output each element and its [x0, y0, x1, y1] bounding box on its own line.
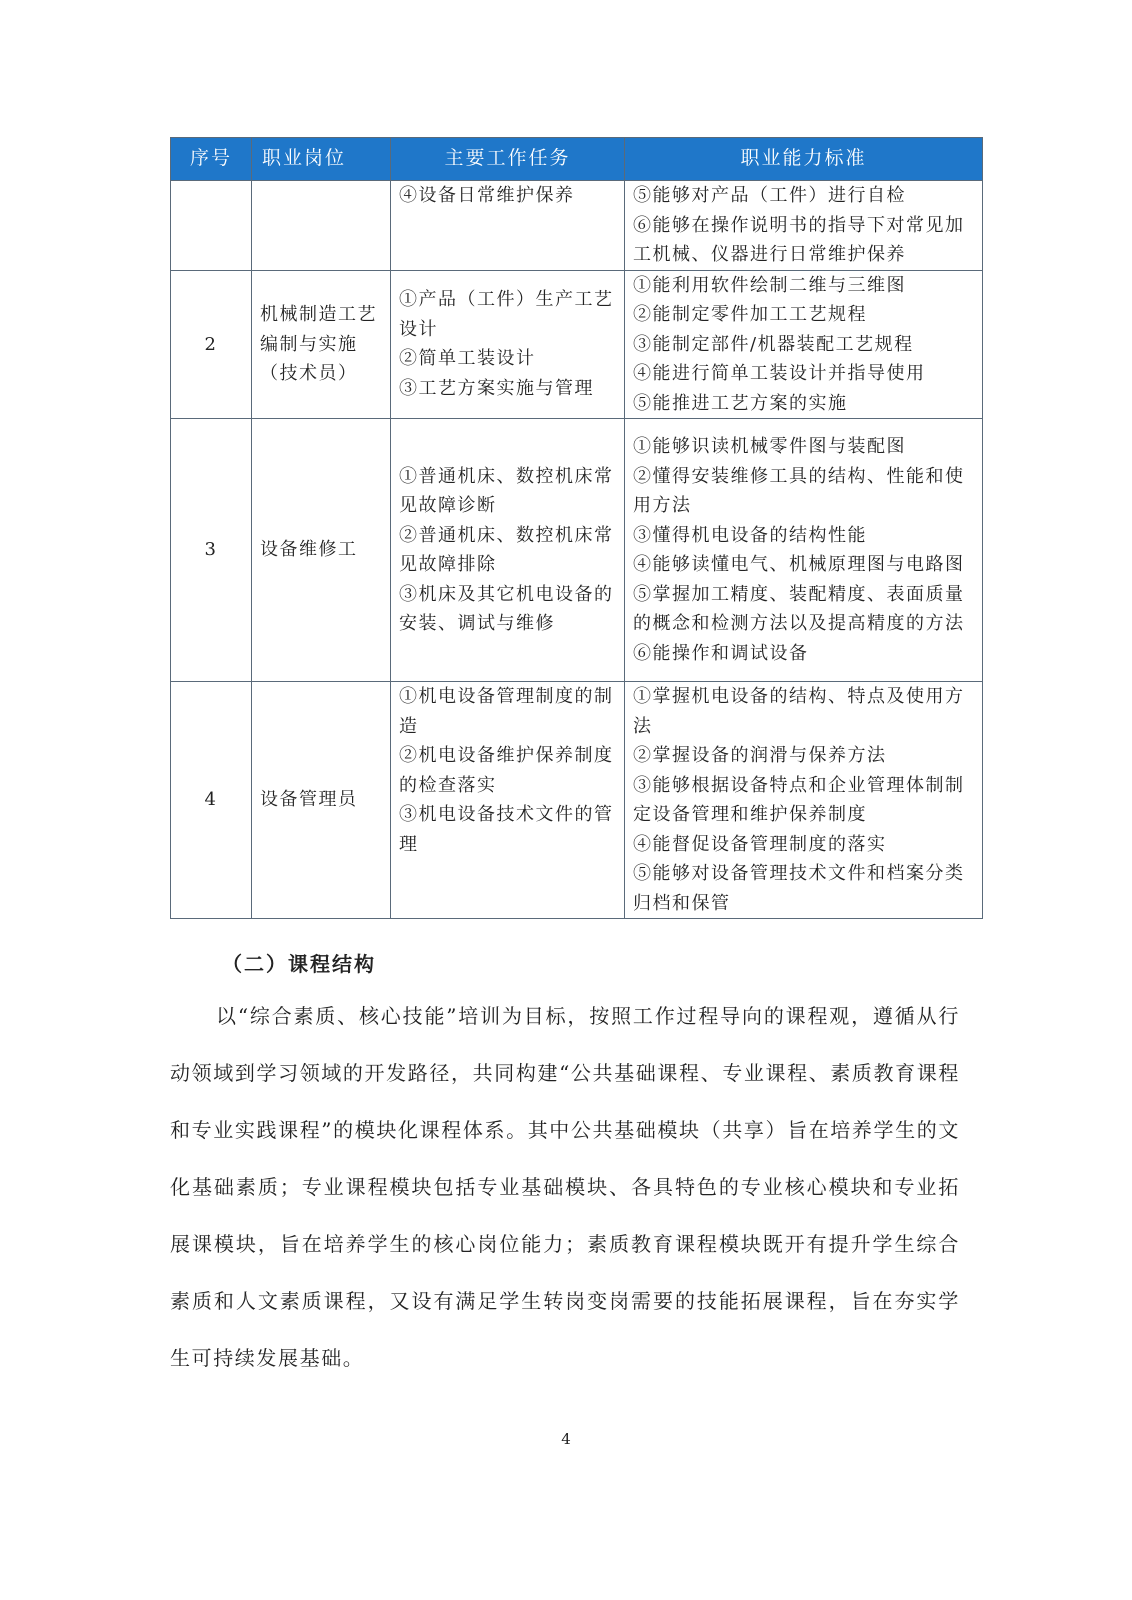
standard-item: ③能够根据设备特点和企业管理体制制定设备管理和维护保养制度 — [633, 774, 965, 825]
table-row — [171, 682, 983, 919]
table-row — [171, 419, 983, 682]
cell-position: 机械制造工艺编制与实施（技术员） — [252, 270, 391, 419]
cell-standards — [625, 419, 983, 682]
cell-position: 设备维修工 — [252, 419, 391, 682]
standard-item: ②掌握设备的润滑与保养方法 — [633, 745, 887, 766]
standard-item: ⑤能推进工艺方案的实施 — [633, 392, 848, 414]
cell-standards — [625, 270, 983, 419]
standard-item: ⑤能够对产品（工件）进行自检 — [633, 185, 906, 206]
standard-item: ②能制定零件加工工艺规程 — [633, 304, 867, 325]
task-item: ②机电设备维护保养制度的检查落实 — [399, 745, 614, 796]
task-item: ③机床及其它机电设备的安装、调试与维修 — [399, 583, 614, 634]
cell-position: 设备管理员 — [252, 682, 391, 919]
standard-item: ③懂得机电设备的结构性能 — [633, 524, 867, 546]
header-tasks: 主要工作任务 — [391, 138, 625, 181]
cell-seq — [171, 181, 252, 271]
standard-item: ④能进行简单工装设计并指导使用 — [633, 363, 926, 384]
cell-tasks — [391, 682, 625, 919]
header-position: 职业岗位 — [252, 138, 391, 181]
header-seq: 序号 — [171, 138, 252, 181]
standard-item: ⑥能够在操作说明书的指导下对常见加工机械、仪器进行日常维护保养 — [633, 214, 965, 265]
task-item: ①普通机床、数控机床常见故障诊断 — [399, 465, 614, 516]
cell-seq: 4 — [171, 682, 252, 919]
standard-item: ①能利用软件绘制二维与三维图 — [633, 274, 906, 296]
task-item: ③机电设备技术文件的管理 — [399, 804, 614, 855]
task-item: ①机电设备管理制度的制造 — [399, 686, 614, 737]
standard-item: ③能制定部件/机器装配工艺规程 — [633, 333, 914, 355]
job-competency-table — [170, 137, 983, 919]
task-item: ③工艺方案实施与管理 — [399, 377, 594, 399]
cell-standards — [625, 682, 983, 919]
task-item: ②简单工装设计 — [399, 348, 536, 370]
cell-tasks — [391, 270, 625, 419]
cell-seq: 2 — [171, 270, 252, 419]
task-item: ④设备日常维护保养 — [399, 185, 575, 206]
body-paragraph: 以“综合素质、核心技能”培训为目标，按照工作过程导向的课程观，遵循从行动领域到学习领域的开发路径，共同构建“公共基础课程、专业课程、素质教育课程和专业实践课程”的模块化课程体系。其中公共基础模块（共享）旨在培养学生的文化基础素质；专业课程模块包括专业基础模块、各具特色的专业核心模块和专业拓展课模块，旨在培养学生的核心岗位能力；素质教育课程模块既开有提升学生综合素质和人文素质课程，又设有满足学生转岗变岗需要的技能拓展课程，旨在夯实学生可持续发展基础。 — [170, 1004, 960, 1370]
standard-item: ④能够读懂电气、机械原理图与电路图 — [633, 554, 965, 575]
standard-item: ④能督促设备管理制度的落实 — [633, 833, 887, 855]
section-heading: （二）课程结构 — [222, 952, 376, 976]
standard-item: ①能够识读机械零件图与装配图 — [633, 436, 906, 457]
cell-seq: 3 — [171, 419, 252, 682]
standard-item: ②懂得安装维修工具的结构、性能和使用方法 — [633, 465, 965, 516]
header-standards: 职业能力标准 — [625, 138, 983, 181]
table-header-row — [171, 138, 983, 181]
cell-standards — [625, 181, 983, 271]
cell-tasks — [391, 181, 625, 271]
standard-item: ①掌握机电设备的结构、特点及使用方法 — [633, 686, 965, 737]
standard-item: ⑤能够对设备管理技术文件和档案分类归档和保管 — [633, 863, 965, 914]
task-item: ②普通机床、数控机床常见故障排除 — [399, 524, 614, 575]
task-item: ①产品（工件）生产工艺设计 — [399, 289, 614, 340]
standard-item: ⑤掌握加工精度、装配精度、表面质量的概念和检测方法以及提高精度的方法 — [633, 583, 965, 634]
standard-item: ⑥能操作和调试设备 — [633, 642, 809, 664]
cell-tasks — [391, 419, 625, 682]
table-row — [171, 270, 983, 419]
page-number: 4 — [561, 1430, 571, 1448]
table-row — [171, 181, 983, 271]
cell-position — [252, 181, 391, 271]
